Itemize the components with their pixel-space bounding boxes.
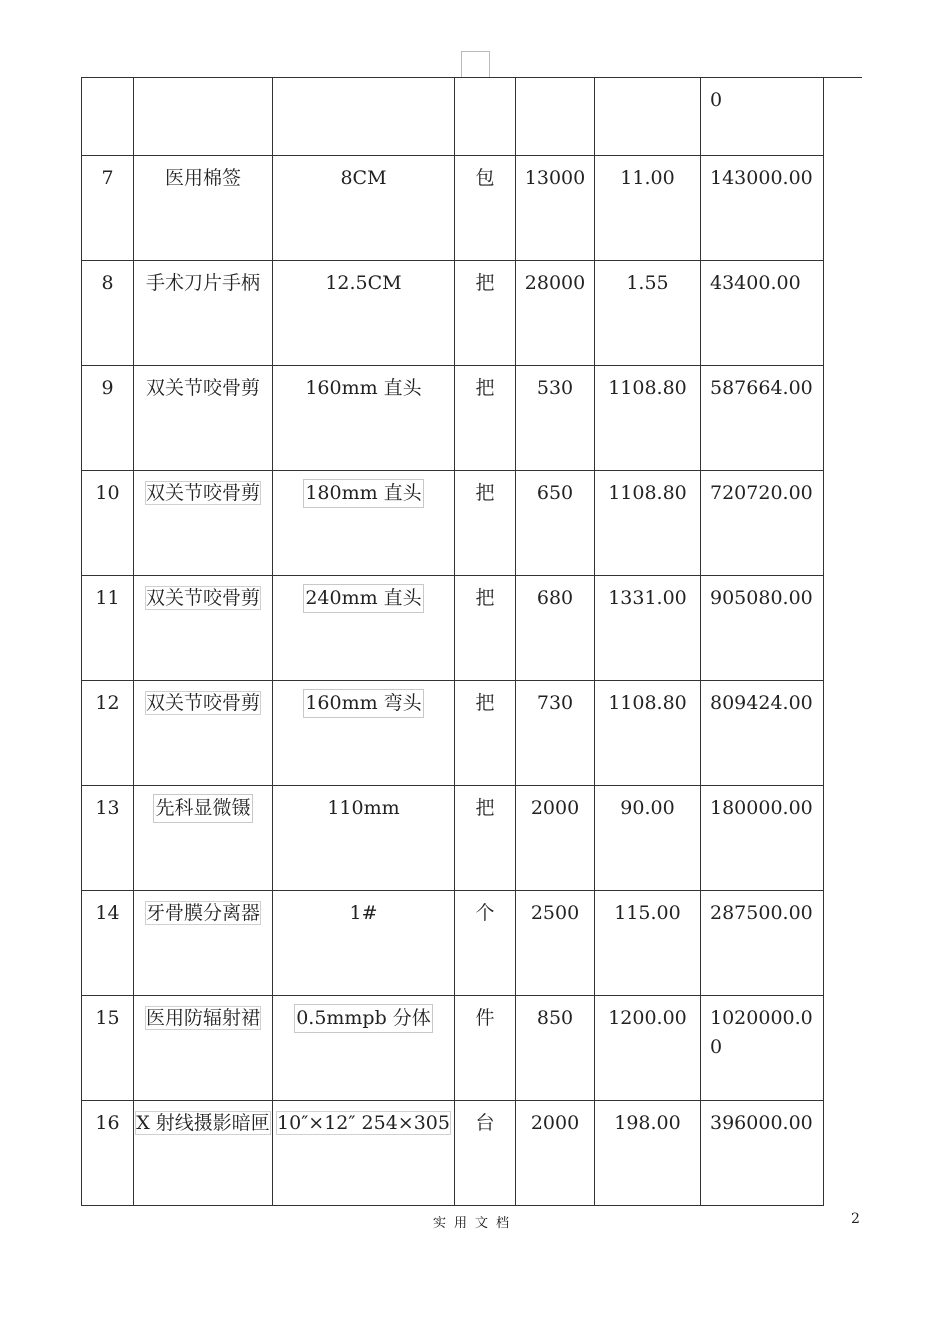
item-name-cell: [134, 891, 273, 996]
item-qty: 680: [516, 576, 595, 681]
item-price: 1108.80: [595, 681, 701, 786]
item-spec: 12.5CM: [273, 261, 455, 366]
item-price: 1108.80: [595, 471, 701, 576]
row-number: 16: [82, 1101, 134, 1206]
item-qty: 650: [516, 471, 595, 576]
item-amount: 396000.00: [701, 1101, 824, 1206]
item-name: 双关节咬骨剪: [134, 366, 273, 471]
table-row: [82, 576, 824, 681]
items-table: [81, 77, 824, 1206]
row-number: 13: [82, 786, 134, 891]
item-price: 1.55: [595, 261, 701, 366]
item-spec: 110mm: [273, 786, 455, 891]
item-price: 115.00: [595, 891, 701, 996]
item-name-cell: [134, 1101, 273, 1206]
item-spec: 10″×12″ 254×305: [277, 1112, 450, 1134]
item-unit: 个: [455, 891, 516, 996]
row-number: 14: [82, 891, 134, 996]
item-qty: 28000: [516, 261, 595, 366]
item-unit: 把: [455, 261, 516, 366]
item-spec-cell: [273, 996, 455, 1101]
item-name: 牙骨膜分离器: [145, 902, 260, 924]
item-qty: 530: [516, 366, 595, 471]
item-spec: 8CM: [273, 156, 455, 261]
row-number: 15: [82, 996, 134, 1101]
item-amount: 287500.00: [701, 891, 824, 996]
table-row: [82, 471, 824, 576]
item-amount: 809424.00: [701, 681, 824, 786]
item-qty: 13000: [516, 156, 595, 261]
item-name: 手术刀片手柄: [134, 261, 273, 366]
item-name: 双关节咬骨剪: [145, 692, 260, 714]
item-unit: 把: [455, 471, 516, 576]
item-spec: 0.5mmpb 分体: [294, 1004, 433, 1033]
item-price: 90.00: [595, 786, 701, 891]
item-price: 1331.00: [595, 576, 701, 681]
row-number: 12: [82, 681, 134, 786]
item-qty: 2500: [516, 891, 595, 996]
item-unit: 把: [455, 576, 516, 681]
item-name: 医用棉签: [134, 156, 273, 261]
footer-caption: 实用文档: [432, 1216, 517, 1231]
page-number: 2: [851, 1211, 860, 1227]
row-number: 9: [82, 366, 134, 471]
row-number: 11: [82, 576, 134, 681]
item-price: 198.00: [595, 1101, 701, 1206]
item-name-cell: [134, 786, 273, 891]
header-corner-box: [461, 51, 490, 78]
item-amount: 905080.00: [701, 576, 824, 681]
item-amount: 43400.00: [701, 261, 824, 366]
item-name-cell: [134, 681, 273, 786]
item-spec-cell: [273, 681, 455, 786]
item-spec-cell: [273, 471, 455, 576]
item-name-cell: [134, 471, 273, 576]
item-name-cell: [134, 996, 273, 1101]
table-row: [82, 681, 824, 786]
table-row: [82, 156, 824, 261]
table-row: [82, 996, 824, 1101]
item-spec: 240mm 直头: [303, 584, 423, 613]
item-name-cell: [134, 576, 273, 681]
item-unit: 把: [455, 786, 516, 891]
item-unit: 包: [455, 156, 516, 261]
item-unit: 把: [455, 366, 516, 471]
table-row: [82, 891, 824, 996]
item-unit: 把: [455, 681, 516, 786]
table-row-continued: [82, 78, 824, 156]
item-spec: 180mm 直头: [303, 479, 423, 508]
row-number: 7: [82, 156, 134, 261]
amount-cell: 0: [701, 78, 824, 156]
table-row: [82, 786, 824, 891]
item-spec-cell: [273, 576, 455, 681]
item-name: 双关节咬骨剪: [145, 482, 260, 504]
item-price: 11.00: [595, 156, 701, 261]
row-number: 10: [82, 471, 134, 576]
item-spec: 160mm 直头: [273, 366, 455, 471]
table-row: [82, 261, 824, 366]
item-name: 双关节咬骨剪: [145, 587, 260, 609]
row-number: 8: [82, 261, 134, 366]
item-amount: 1020000.00: [701, 996, 824, 1101]
item-spec: 160mm 弯头: [303, 689, 423, 718]
item-amount: 720720.00: [701, 471, 824, 576]
item-name: X 射线摄影暗匣: [136, 1112, 270, 1134]
item-name: 先科显微镊: [153, 794, 252, 823]
item-qty: 730: [516, 681, 595, 786]
item-qty: 850: [516, 996, 595, 1101]
item-name: 医用防辐射裙: [145, 1007, 260, 1029]
item-unit: 台: [455, 1101, 516, 1206]
item-spec: 1#: [273, 891, 455, 996]
item-price: 1200.00: [595, 996, 701, 1101]
item-amount: 587664.00: [701, 366, 824, 471]
item-qty: 2000: [516, 1101, 595, 1206]
item-spec-cell: [273, 1101, 455, 1206]
table-row: [82, 366, 824, 471]
item-unit: 件: [455, 996, 516, 1101]
item-amount: 180000.00: [701, 786, 824, 891]
item-qty: 2000: [516, 786, 595, 891]
table-row: [82, 1101, 824, 1206]
item-price: 1108.80: [595, 366, 701, 471]
item-amount: 143000.00: [701, 156, 824, 261]
